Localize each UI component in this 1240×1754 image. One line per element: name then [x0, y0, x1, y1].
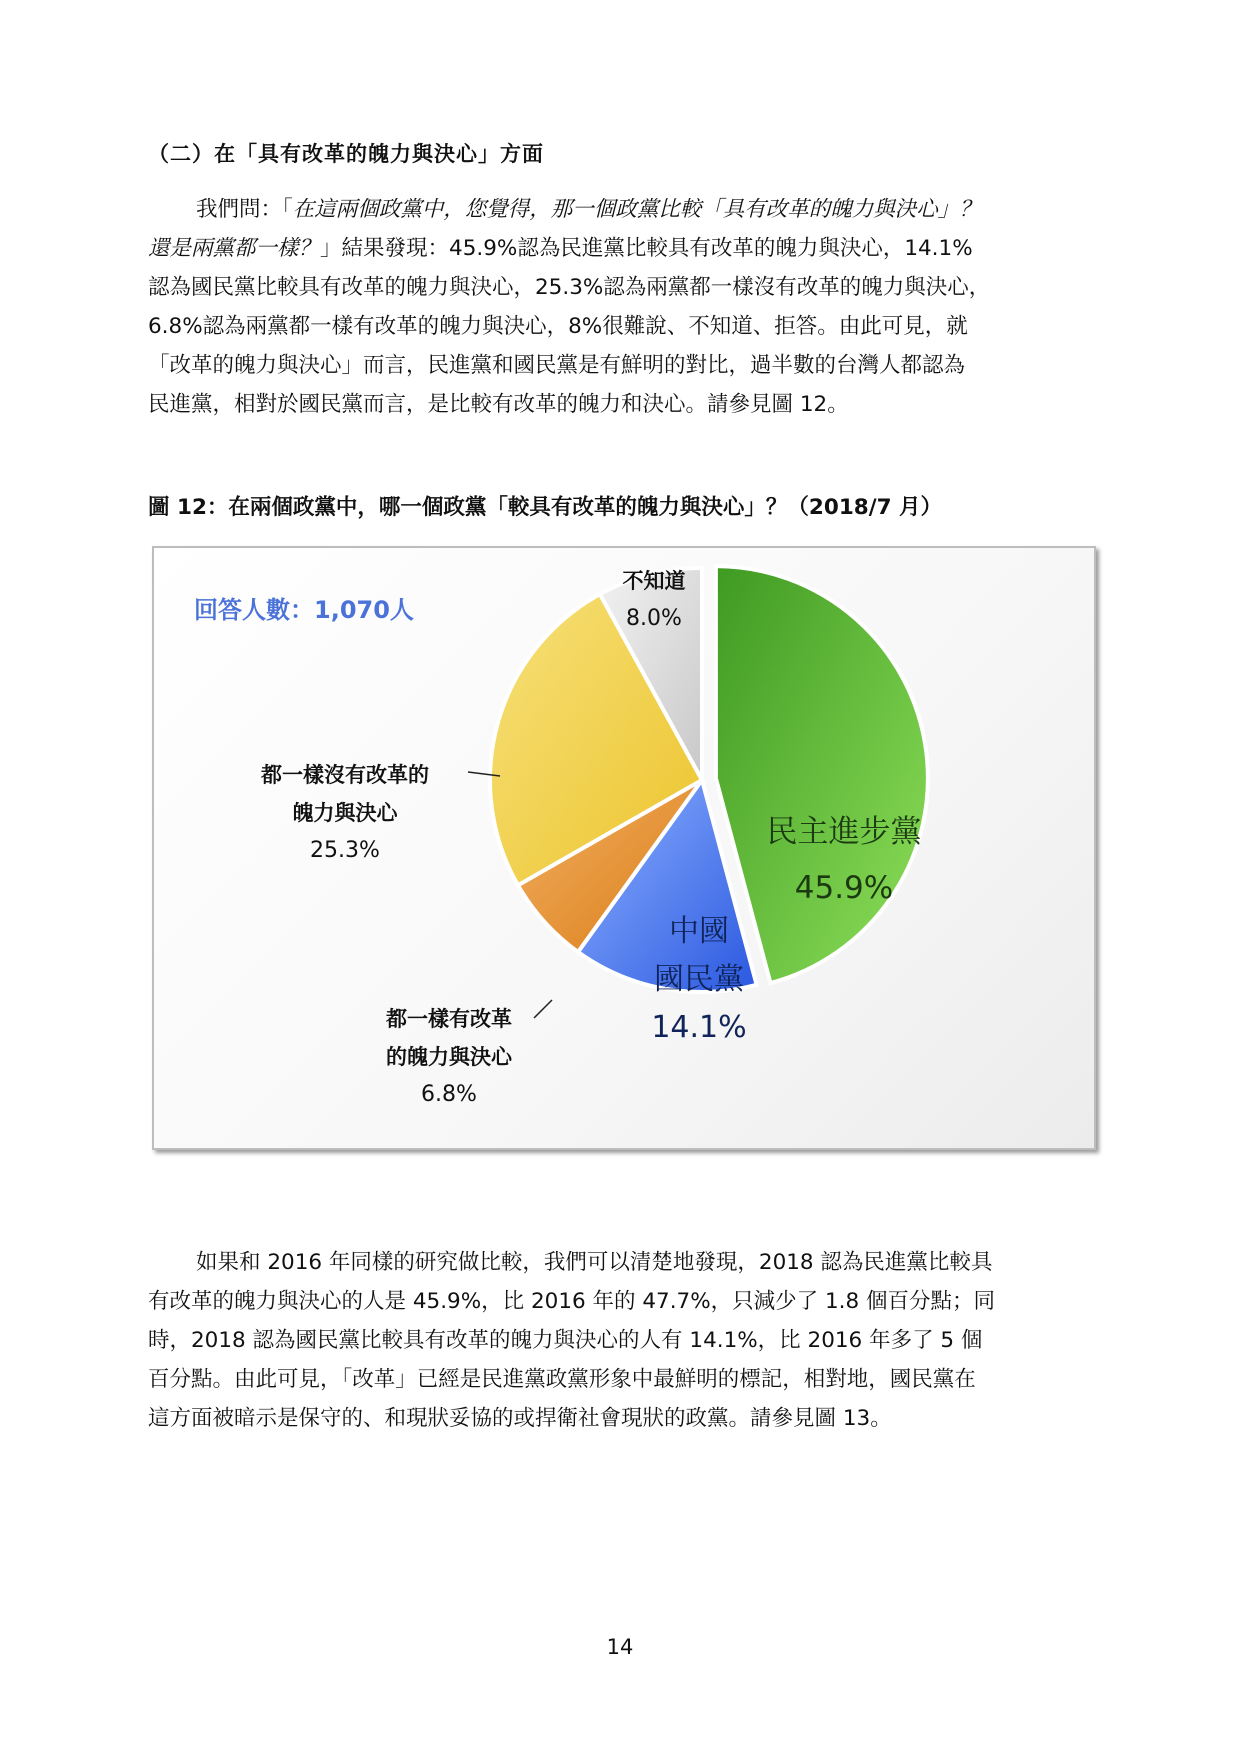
pie-chart-frame: [152, 546, 1096, 1150]
intro-paragraph: [148, 190, 1098, 424]
slice-name: 不知道: [622, 569, 686, 593]
question-quote-end: 還是兩黨都一樣？: [148, 236, 321, 261]
slice-percent: 14.1%: [651, 1010, 747, 1045]
paragraph-line: 百分點。由此可見，「改革」已經是民進黨政黨形象中最鮮明的標記，相對地，國民黨在: [148, 1367, 976, 1392]
figure-caption: 圖 12：在兩個政黨中，哪一個政黨「較具有改革的魄力與決心」？（2018/7 月）: [148, 495, 943, 520]
paragraph-line: 這方面被暗示是保守的、和現狀妥協的或捍衛社會現狀的政黨。請參見圖 13。: [148, 1406, 892, 1431]
slice-name-line2: 國民黨: [654, 962, 744, 997]
slice-name-line2: 魄力與決心: [292, 801, 398, 825]
respondent-count: 回答人數：1,070人: [194, 596, 414, 624]
slice-label-dpp: [724, 804, 964, 916]
slice-label-dont-know: [564, 562, 744, 638]
slice-name: 民主進步黨: [766, 814, 922, 850]
slice-label-both-yes: [344, 1000, 554, 1114]
slice-name-line1: 中國: [669, 914, 729, 949]
paragraph-line: 6.8%認為兩黨都一樣有改革的魄力與決心，8%很難說、不知道、拒答。由此可見，就: [148, 314, 968, 339]
result-text: 」結果發現：45.9%認為民進黨比較具有改革的魄力與決心，14.1%: [320, 236, 973, 261]
slice-label-kmt: [624, 908, 774, 1052]
slice-name-line1: 都一樣沒有改革的: [261, 763, 429, 787]
paragraph-line: 民進黨，相對於國民黨而言，是比較有改革的魄力和決心。請參見圖 12。: [148, 392, 849, 417]
section-heading: （二）在「具有改革的魄力與決心」方面: [148, 142, 544, 166]
paragraph-line: [148, 190, 1098, 229]
paragraph-line: 認為國民黨比較具有改革的魄力與決心，25.3%認為兩黨都一樣沒有改革的魄力與決心，: [148, 275, 991, 300]
paragraph-line: 有改革的魄力與決心的人是 45.9%，比 2016 年的 47.7%，只減少了 1.8 個百分點；同: [148, 1289, 996, 1314]
slice-label-both-no: [240, 756, 450, 870]
comparison-paragraph: [148, 1243, 1098, 1438]
slice-percent: 45.9%: [794, 870, 894, 906]
slice-percent: 8.0%: [626, 606, 682, 631]
slice-name-line2: 的魄力與決心: [386, 1045, 512, 1069]
question-lead: 我們問：「: [196, 197, 293, 222]
paragraph-line: 如果和 2016 年同樣的研究做比較，我們可以清楚地發現，2018 認為民進黨比較具: [196, 1250, 993, 1275]
slice-percent: 25.3%: [310, 838, 380, 863]
slice-name-line1: 都一樣有改革: [386, 1007, 512, 1031]
paragraph-line: 時，2018 認為國民黨比較具有改革的魄力與決心的人有 14.1%，比 2016 年多了 5 個: [148, 1328, 983, 1353]
paragraph-line: 「改革的魄力與決心」而言，民進黨和國民黨是有鮮明的對比，過半數的台灣人都認為: [148, 353, 966, 378]
paragraph-line: [148, 229, 1098, 268]
page-number: 14: [606, 1635, 634, 1659]
slice-percent: 6.8%: [421, 1082, 477, 1107]
question-quote: 在這兩個政黨中，您覺得，那一個政黨比較「具有改革的魄力與決心」？: [292, 197, 981, 222]
